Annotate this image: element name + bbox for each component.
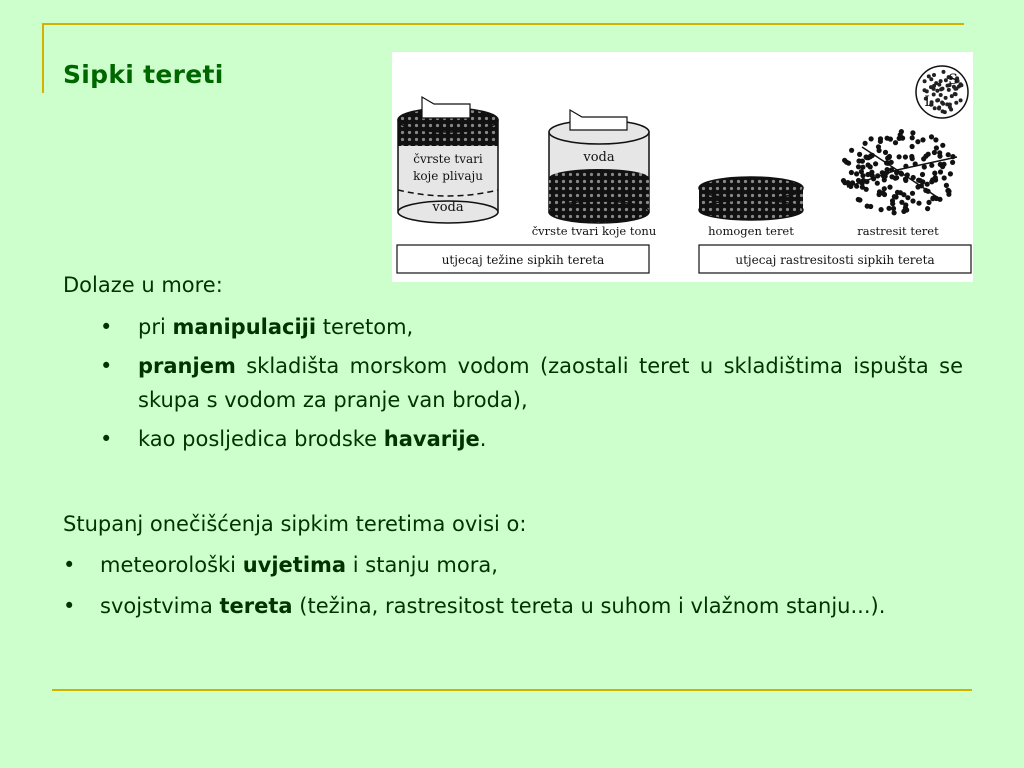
cargo-particle bbox=[920, 137, 925, 142]
cargo-particle bbox=[873, 161, 878, 166]
particle bbox=[944, 96, 948, 100]
cargo-particle bbox=[883, 150, 888, 155]
cargo-particle bbox=[886, 206, 891, 211]
cargo-particle bbox=[938, 169, 943, 174]
cargo-particle bbox=[944, 183, 949, 188]
item-emphasis: havarije bbox=[383, 427, 480, 451]
label-l: L bbox=[924, 94, 934, 110]
cargo-particle bbox=[946, 188, 951, 193]
cargo-particle bbox=[892, 210, 897, 215]
cargo-particle bbox=[842, 158, 847, 163]
cargo-particle bbox=[933, 137, 938, 142]
label-homogeneous: homogen teret bbox=[708, 224, 794, 238]
item-text: pri bbox=[138, 315, 173, 339]
cargo-particle bbox=[856, 164, 861, 169]
item-emphasis: tereta bbox=[219, 594, 293, 618]
cargo-particle bbox=[863, 141, 868, 146]
cargo-particle bbox=[941, 162, 946, 167]
cargo-particle bbox=[909, 154, 914, 159]
item-emphasis: uvjetima bbox=[242, 553, 347, 577]
cargo-particle bbox=[946, 152, 951, 157]
cargo-particle bbox=[937, 197, 942, 202]
cargo-particle bbox=[920, 172, 925, 177]
item-emphasis: manipulaciji bbox=[172, 315, 317, 339]
cargo-particle bbox=[910, 144, 915, 149]
cargo-particle bbox=[865, 172, 870, 177]
cargo-particle bbox=[865, 204, 870, 209]
cargo-particle bbox=[877, 148, 882, 153]
section1-list bbox=[100, 310, 963, 461]
particle bbox=[941, 87, 945, 91]
cargo-illustration bbox=[392, 52, 973, 282]
cargo-particle bbox=[910, 198, 915, 203]
label-floating-2: koje plivaju bbox=[413, 169, 483, 183]
cargo-particle bbox=[849, 170, 854, 175]
cargo-particle bbox=[889, 174, 894, 179]
list-item bbox=[100, 422, 963, 456]
cargo-particle bbox=[916, 201, 921, 206]
particle bbox=[932, 73, 936, 77]
cargo-particle bbox=[898, 190, 903, 195]
caption-weight: utjecaj težine sipkih tereta bbox=[441, 253, 605, 267]
particle bbox=[937, 107, 941, 111]
particle bbox=[932, 84, 936, 88]
particle bbox=[942, 70, 946, 74]
particle bbox=[947, 88, 951, 92]
particle bbox=[937, 83, 941, 87]
cargo-particle bbox=[929, 134, 934, 139]
cargo-particle bbox=[849, 148, 854, 153]
particle bbox=[945, 102, 949, 106]
label-loose: rastresit teret bbox=[857, 224, 939, 238]
particle bbox=[941, 109, 945, 113]
particle bbox=[923, 88, 927, 92]
slide-title: Sipki tereti bbox=[63, 60, 224, 89]
cargo-particle bbox=[932, 171, 937, 176]
section2-intro: Stupanj onečišćenja sipkim teretima ovisi o: bbox=[63, 512, 527, 536]
disc-homogeneous bbox=[699, 177, 803, 220]
item-text: skladišta morskom vodom (zaostali teret u skladištima ispušta se skupa s vodom za pranje van broda), bbox=[138, 354, 963, 412]
item-text: kao posljedica brodske bbox=[138, 427, 384, 451]
particle bbox=[959, 98, 963, 102]
cargo-particle bbox=[887, 154, 892, 159]
particle bbox=[954, 92, 958, 96]
bullet: • bbox=[100, 315, 113, 339]
cargo-particle bbox=[888, 137, 893, 142]
cargo-particle bbox=[915, 139, 920, 144]
cargo-particle bbox=[932, 150, 937, 155]
cargo-particle bbox=[885, 167, 890, 172]
bullet: • bbox=[63, 553, 76, 577]
cargo-particle bbox=[875, 181, 880, 186]
cargo-particle bbox=[859, 169, 864, 174]
section1-intro: Dolaze u more: bbox=[63, 273, 223, 297]
cargo-particle bbox=[864, 187, 869, 192]
cargo-particle bbox=[937, 154, 942, 159]
cargo-particle bbox=[878, 136, 883, 141]
label-water-left: voda bbox=[432, 200, 464, 215]
item-text: teretom, bbox=[316, 315, 414, 339]
cargo-particle bbox=[916, 178, 921, 183]
solid-liquid-circle bbox=[916, 66, 968, 118]
item-text: i stanju mora, bbox=[346, 553, 498, 577]
cargo-particle bbox=[942, 175, 947, 180]
cargo-particle bbox=[856, 158, 861, 163]
cargo-particle bbox=[879, 207, 884, 212]
item-text: svojstvima bbox=[100, 594, 220, 618]
bullet: • bbox=[100, 354, 113, 378]
cargo-particle bbox=[841, 178, 846, 183]
cargo-particle bbox=[948, 171, 953, 176]
cargo-particle bbox=[950, 160, 955, 165]
particle bbox=[939, 93, 943, 97]
particle bbox=[927, 74, 931, 78]
cargo-particle bbox=[890, 201, 895, 206]
loose-cargo-cloud bbox=[841, 129, 957, 215]
label-s: S bbox=[948, 72, 958, 88]
list-item bbox=[63, 548, 963, 582]
label-water-mid: voda bbox=[583, 150, 615, 165]
particle bbox=[959, 83, 963, 87]
cargo-particle bbox=[854, 171, 859, 176]
cargo-particle bbox=[910, 135, 915, 140]
cargo-diagram bbox=[392, 52, 973, 282]
bullet: • bbox=[63, 594, 76, 618]
particle bbox=[923, 79, 927, 83]
cargo-particle bbox=[887, 185, 892, 190]
bottom-rule bbox=[52, 689, 972, 691]
item-emphasis: pranjem bbox=[138, 354, 236, 378]
top-rule bbox=[42, 23, 964, 25]
cargo-particle bbox=[897, 154, 902, 159]
cargo-particle bbox=[910, 130, 915, 135]
list-item bbox=[100, 349, 963, 417]
bullet: • bbox=[100, 427, 113, 451]
particle bbox=[950, 94, 954, 98]
cargo-particle bbox=[899, 200, 904, 205]
particle bbox=[935, 89, 939, 93]
cargo-particle bbox=[940, 143, 945, 148]
cargo-particle bbox=[868, 164, 873, 169]
cargo-particle bbox=[910, 191, 915, 196]
cargo-particle bbox=[930, 177, 935, 182]
particle bbox=[939, 79, 943, 83]
section2-list bbox=[63, 548, 963, 630]
label-sinking: čvrste tvari koje tonu bbox=[531, 224, 657, 238]
cargo-particle bbox=[869, 136, 874, 141]
cargo-particle bbox=[903, 154, 908, 159]
cargo-particle bbox=[925, 182, 930, 187]
cargo-particle bbox=[923, 154, 928, 159]
cargo-particle bbox=[926, 200, 931, 205]
item-text: . bbox=[479, 427, 487, 451]
caption-looseness: utjecaj rastresitosti sipkih tereta bbox=[735, 253, 935, 267]
cylinder-sinking bbox=[549, 110, 649, 223]
cargo-particle bbox=[899, 129, 904, 134]
particle bbox=[954, 101, 958, 105]
particle bbox=[940, 101, 944, 105]
left-rule bbox=[42, 23, 44, 93]
list-item bbox=[100, 310, 963, 344]
particle bbox=[936, 98, 940, 102]
cargo-particle bbox=[925, 206, 930, 211]
item-text: (težina, rastresitost tereta u suhom i vlažnom stanju...). bbox=[292, 594, 886, 618]
cargo-particle bbox=[934, 145, 939, 150]
cargo-particle bbox=[857, 152, 862, 157]
cargo-particle bbox=[881, 190, 886, 195]
cargo-particle bbox=[857, 197, 862, 202]
item-text: meteorološki bbox=[100, 553, 243, 577]
cargo-particle bbox=[892, 194, 897, 199]
list-item bbox=[63, 589, 963, 623]
cargo-particle bbox=[893, 140, 898, 145]
label-floating-1: čvrste tvari bbox=[413, 152, 483, 166]
